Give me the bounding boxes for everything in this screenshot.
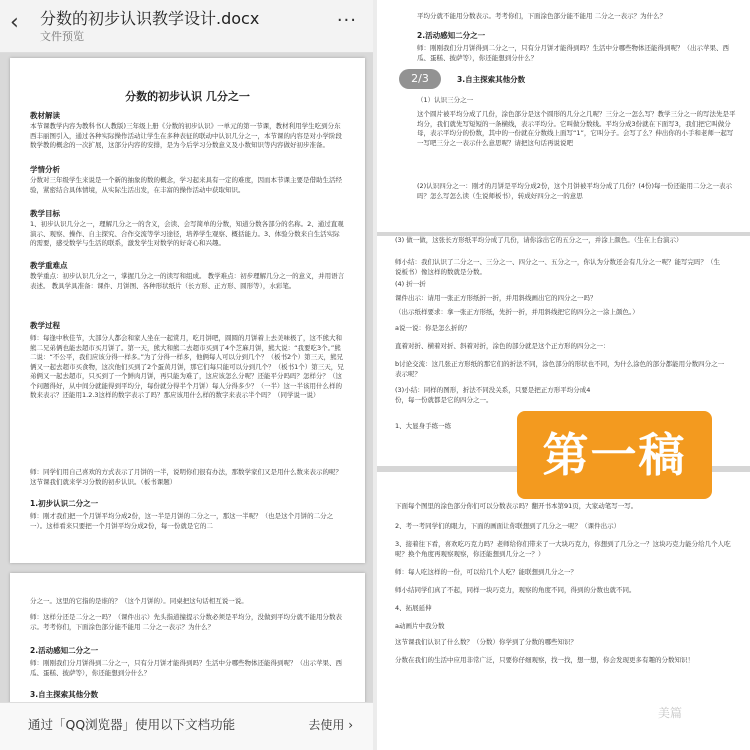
watermark: 美篇 [658,706,683,720]
section-heading: 教学重难点 [30,261,68,270]
line: 课件出示：请用一张正方形纸折一折，并用斜线画出它的四分之一吗？ [395,294,597,302]
section-text: 师：这样分还是二分之一吗？（课件出示）先头指道撞提示分数必须是平均分，没做到平均分就不能用分数表示。考考你们，下面涂色部分能不能用 二分之一表示？为什么？ [30,613,342,631]
line: 这节课我们认识了什么数？（分数）你学到了分数的哪些知识？ [395,638,577,646]
line: 师：刚刚我们分月饼得到二分之一，只有分月饼才能得到吗？生活中分哪些物体还能得到呢？（出示苹果、西瓜、蛋糕、披萨等），你还能想到分什么？ [417,44,729,62]
section-text: 师：刚刚我们分月饼得到二分之一，只有分月饼才能得到吗？生活中分哪些物体还能得到呢？（出示苹果、西瓜、蛋糕、披萨等），你还能想到分什么？ [30,659,342,677]
section-text: 师：同学们用自己喜欢的方式表示了月饼的一半，说明你们很有办法，那数学家们又是用什么数来表示的呢？这节课我们就来学习分数的初步认识。（板书课题） [30,468,342,486]
section-heading: 3.自主探索其他分数 [30,690,99,699]
line: 分数在我们的生活中应用非常广泛，只要你仔细观察，找一找，想一想，你会发现更多有趣的分数知识！ [395,656,694,664]
line: 2、考一考同学们的眼力，下面的画面让你联想到了几分之一呢？（课件出示） [395,522,621,530]
more-options-icon[interactable]: ··· [336,10,357,31]
right-document-photo [377,0,750,750]
section-heading: 学情分析 [30,165,60,174]
line: a说一说：你是怎么折的？ [395,324,471,332]
document-page-1 [10,58,365,563]
section-heading: 教材解读 [30,111,60,120]
line: （1）认识三分之一 [417,96,474,104]
line: 师：每人吃这样的一份，可以给几个人吃？能联想到几分之一？ [395,568,577,576]
document-subtitle: 文件预览 [40,30,84,43]
left-document-viewer [0,0,373,750]
line: (3) 做一做，这张长方形纸平均分成了几份，请你涂出它的五分之一，并涂上颜色。（生在上台演示） [395,236,683,244]
section-heading: 2.活动感知二分之一 [30,646,99,655]
line: 1、大显身手练一练 [395,422,452,430]
viewer-header [0,0,373,53]
section-text: 本节课教学内容为教科书(人教版)三年级上册《分数的初步认识》一单元的第一节课，教材利用学生吃到分东西丰丽图引入，通过各种实际操作活动让学生在多种表征的联动中认识几分之一，本节课的内容是对小学阶段数学教的概念的一次扩展，这部分内容的安排，是为今后学习分数意义及小数知识等内容做好初步准备。 [30,122,342,149]
photo-page-1 [377,0,750,232]
document-title: 分数的初步认识教学设计.docx [40,9,260,28]
section-text: 分之一。这里的它指的是谁的？（这个月饼的）。同桌把这句话相互说一说。 [30,597,248,605]
line-heading: 3.自主探索其他分数 [457,75,526,84]
section-text: 教学重点：初步认识几分之一，掌握几分之一的读写和组成。 教学难点：初步理解几分之一的意义，并用语言表述。 教具学具准备：课件、月饼图、各种形状纸片（长方形、正方形、圆形等），水彩笔。 [30,272,345,290]
line: 下面每个图里的涂色部分你们可以分数表示吗？翻开书本第91页，大家动笔写一写。 [395,502,638,510]
section-text: 师：每逢中秋佳节，大部分人都会和家人坐在一起赏月，吃月饼吧，圆圆的月饼着上去美味极了，这不熊大和熊二兄弟俩也能去超市买月饼了。第一天，熊大和熊二去超市买到了4个芝麻月饼，熊大说：“我要吃3个。”熊二说：“不公平，我们应该分得一样多。”为了分得一样多，他俩每人可以分到几个？（板书2个）第三天，熊兄俩又一起去超市买食物，这次他们买到了2个蛋黄月饼，那它们每只能可以分到几个？（板书1个）第三天，兄弟俩又一起去超市，只买到了一个鲜肉月饼，再只能为难了，这应该怎么分呢？还能平分吗吗？怎样分？（这个问题得好，从中间分就能得到平均分，每份就分得半个月饼）每人分得多少？（一半）这一半该用什么样的数来表示？还能用1.2.3这样的数字表示了吗？那应该用什么样的数字来表示半个吗？（同学说一说） [30,334,344,399]
browser-prompt-text: 通过「QQ浏览器」使用以下文档功能 [28,717,236,732]
section-text: 1、初步认识几分之一，理解几分之一的含义，会读、会写简单的分数，知道分数各部分的名称。2、通过直观演示、观察、操作、自主探究、合作交流等学习途径，培养学生观察、概括能力。3、体验分数来自生活实际的需要，感受数学与生活的联系，激发学生对数学的好奇心和兴趣。 [30,220,344,247]
draft-stamp-text: 第一稿 [542,428,687,482]
line: a动画片中我分数 [395,622,445,630]
line: 平均分就不能用分数表示。考考你们，下面涂色部分能不能用 二分之一表示？为什么？ [417,12,667,20]
section-heading: 教学目标 [30,209,60,218]
browser-prompt-bar [0,702,373,750]
draft-stamp [517,411,712,499]
line: (4) 折一折 [395,280,426,288]
line: (2)认识四分之一：刚才的月饼是平均分成2份，这个月饼被平均分成了几份？(4份)每一份还能用二分之一表示吗？怎么写怎么读（生说师板书），转成好四分之一的意思 [417,182,733,200]
line: b讨论交流：这几张正方形纸的那它们的折法不同，涂色部分的形状也不同，为什么涂色的部分都能用分数四分之一表示呢？ [395,360,725,378]
section-text: 师：刚才我们把一个月饼平均分成2份，这一半是月饼的二分之一，那这一半呢？（也是这个月饼的二分之一）。这样看来只要把一个月饼平均分成2份，每一份就是它的二 [30,512,334,530]
line: 这个圆片被平均分成了几份，涂色部分是这个圆形的几分之几呢？三分之一怎么写？教学三分之一的写法先是平均分，我们就先写短短的一条横线，表示平均分。它叫做分数线。平均分成3份就在下面写3，我们把它叫做分母，表示平均分的份数，其中的一份就在分数线上面写“1”，它叫分子。会写了么？伸出你的小手和老师一起写一写吧三分之一表示什么意思呢？请把这句话再说说吧 [417,110,736,147]
line: 师小结同学们真了不起，同样一块巧克力，观察的角度不同，得到的分数也就不同。 [395,586,636,594]
section-heading: 1.初步认识二分之一 [30,499,99,508]
section-heading: 教学过程 [30,321,60,330]
section-text: 分数对三年级学生来说是一个新的抽象的数的概念，学习起来具有一定的难度，因而本节课主要是借助生活经验，紧密结合具体情境，从实际生活出发，在丰富的操作活动中获取知识。 [30,176,342,194]
line: 直着对折、横着对折、斜着对折，涂色的部分就是这个正方形的四分之一： [395,342,610,350]
back-arrow-icon[interactable]: ‹ [10,10,19,35]
line: 师小结：我们认识了二分之一、三分之一、四分之一、五分之一，你认为分数还会有几分之一呢？能写完吗？（生说板书）像这样的数就是分数。 [395,258,720,276]
page-title: 分数的初步认识 几分之一 [125,90,250,103]
photo-page-3 [377,472,750,750]
use-button[interactable]: 去使用 › [308,718,353,732]
page-indicator: 2/3 [399,69,441,89]
line: (3)小结：同样的图形，折法不同没关系，只要是把正方形平均分成4份，每一份就都是它的四分之一。 [395,386,591,404]
line: 3、接着往下看，喜欢吃巧克力吗？老师给你们带来了一大块巧克力，你想到了几分之一？这块巧克力能分给几个人吃呢？换个角度再观察观察，你还能想到几分之一？） [395,540,731,558]
line: 4、拓展延伸 [395,604,432,612]
line-heading: 2.活动感知二分之一 [417,31,486,40]
line: （出示纸样要求：拿一张正方形纸，先折一折，并用斜线把它的四分之一涂上颜色。） [395,308,639,316]
